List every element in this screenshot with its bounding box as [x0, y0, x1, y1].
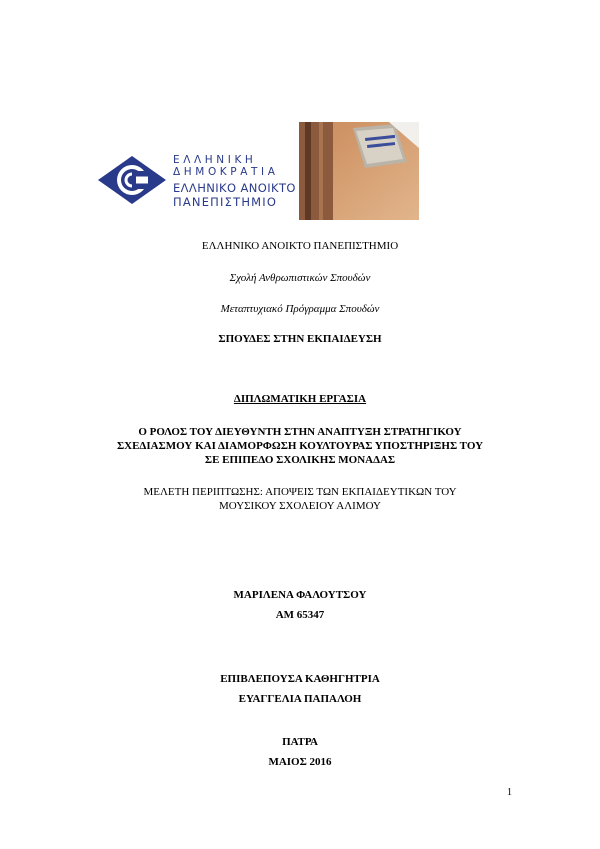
thesis-title-line: ΣΕ ΕΠΙΠΕΔΟ ΣΧΟΛΙΚΗΣ ΜΟΝΑΔΑΣ: [204, 454, 396, 466]
thesis-title-line: ΣΧΕΔΙΑΣΜΟΥ ΚΑΙ ΔΙΑΜΟΡΦΩΣΗ ΚΟΥΛΤΟΥΡΑΣ ΥΠΟΣΤΗΡΙΞΗΣ ΤΟΥ: [116, 440, 484, 452]
thesis-subtitle-line: ΜΕΛΕΤΗ ΠΕΡΙΠΤΩΣΗΣ: ΑΠΟΨΕΙΣ ΤΩΝ ΕΚΠΑΙΔΕΥΤΙΚΩΝ ΤΟΥ: [143, 486, 457, 498]
thesis-subtitle: [0, 485, 600, 513]
author-id: ΑΜ 65347: [275, 609, 325, 621]
building-sign-photo: [299, 122, 419, 220]
thesis-title-line: Ο ΡΟΛΟΣ ΤΟΥ ΔΙΕΥΘΥΝΤΗ ΣΤΗΝ ΑΝΑΠΤΥΞΗ ΣΤΡΑΤΗΓΙΚΟΥ: [138, 426, 462, 438]
logo-wordmark: [173, 154, 298, 209]
logo-line-4: ΠΑΝΕΠΙΣΤΗΜΙΟ: [173, 195, 278, 209]
page-number: 1: [507, 787, 512, 798]
thesis-title: [0, 425, 600, 467]
university-logo: [96, 154, 296, 214]
supervisor-name: ΕΥΑΓΓΕΛΙΑ ΠΑΠΑΛΟΗ: [238, 693, 362, 705]
program-name: Μεταπτυχιακό Πρόγραμμα Σπουδών: [220, 303, 380, 315]
author-name: ΜΑΡΙΛΕΝΑ ΦΑΛΟΥΤΣΟΥ: [233, 589, 367, 601]
city: ΠΑΤΡΑ: [282, 736, 318, 748]
thesis-subtitle-line: ΜΟΥΣΙΚΟΥ ΣΧΟΛΕΙΟΥ ΑΛΙΜΟΥ: [219, 500, 381, 512]
logo-line-1: ΕΛΛΗΝΙΚΗ: [173, 154, 257, 166]
specialization: ΣΠΟΥΔΕΣ ΣΤΗΝ ΕΚΠΑΙΔΕΥΣΗ: [218, 333, 382, 345]
supervisor-label: ΕΠΙΒΛΕΠΟΥΣΑ ΚΑΘΗΓΗΤΡΙΑ: [220, 673, 380, 685]
hou-emblem-icon: [96, 154, 168, 206]
date: ΜΑΙΟΣ 2016: [268, 756, 332, 768]
logo-line-2: ΔΗΜΟΚΡΑΤΙΑ: [173, 166, 279, 178]
university-name: ΕΛΛΗΝΙΚΟ ΑΝΟΙΚΤΟ ΠΑΝΕΠΙΣΤΗΜΙΟ: [201, 240, 399, 252]
logo-line-3: ΕΛΛΗΝΙΚΟ ΑΝΟΙΚΤΟ: [173, 181, 296, 195]
thesis-type: ΔΙΠΛΩΜΑΤΙΚΗ ΕΡΓΑΣΙΑ: [233, 393, 367, 405]
school-name: Σχολή Ανθρωπιστικών Σπουδών: [229, 272, 371, 284]
